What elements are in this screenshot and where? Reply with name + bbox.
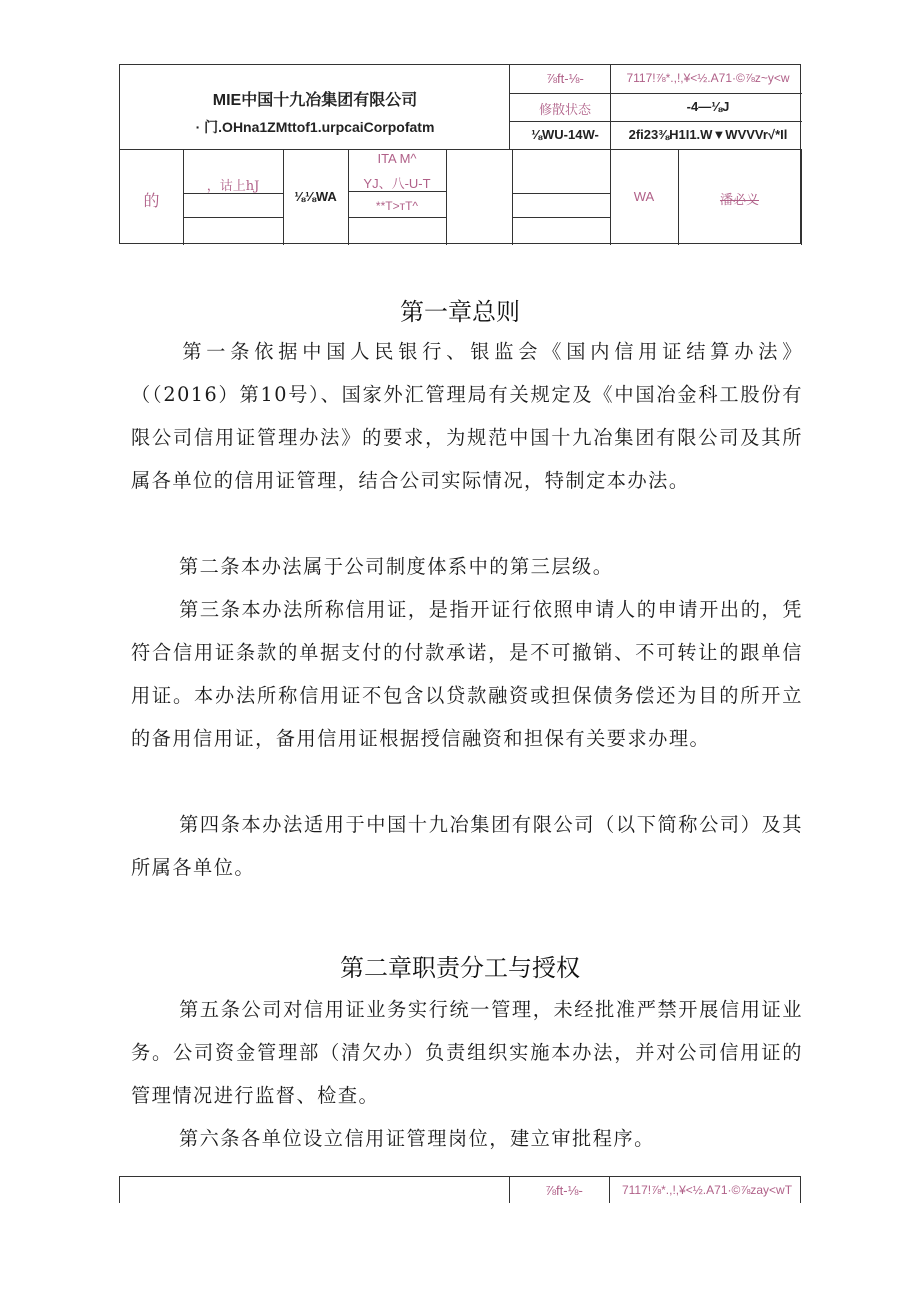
effective-date-value: 2fi23⅜H1I1.W▼WVVVr√*Il	[628, 127, 788, 142]
sig-cell-5: WA	[633, 189, 655, 204]
company-cell	[120, 65, 510, 149]
doc-code-label: ⅞ft-⅛-	[546, 71, 584, 86]
sig-cell-2: ，诂上hJ	[206, 179, 260, 194]
chapter-1-title: 第一章总则	[400, 299, 520, 326]
header-table	[119, 64, 801, 244]
sig-cell-4c: **T>тT^	[375, 199, 419, 213]
chapter-2-title: 第二章职责分工与授权	[340, 955, 580, 982]
sig-cell-4a: ITA M^	[377, 151, 417, 166]
company-name-cn: MIE中国十九冶集团有限公司	[212, 92, 418, 109]
company-name-en: · 门.OHna1ZMttof1.urpcaiCorpofatm	[195, 119, 435, 135]
sig-cell-3: ⅛⅛WA	[294, 189, 337, 204]
effective-date-label: ⅛WU-14W-	[531, 127, 599, 142]
article-4: 第四条本办法适用于中国十九冶集团有限公司（以下简称公司）及其所属各单位。	[131, 813, 803, 879]
footer-doc-code-label: ⅞ft-⅛-	[545, 1183, 583, 1198]
footer-doc-code-value: 7117!⅞*.,!,¥<½.A71·©⅞zay<wT	[621, 1183, 793, 1197]
article-5: 第五条公司对信用证业务实行统一管理，未经批准严禁开展信用证业务。公司资金管理部（清欠办）负责组织实施本办法，并对公司信用证的管理情况进行监督、检查。	[131, 998, 803, 1107]
footer-table	[119, 1176, 801, 1206]
revision-status-value: -4—⅛J	[686, 99, 730, 114]
article-2: 第二条本办法属于公司制度体系中的第三层级。	[179, 555, 614, 578]
sig-cell-6: 潘必义	[719, 193, 759, 208]
article-3: 第三条本办法所称信用证，是指开证行依照申请人的申请开出的，凭符合信用证条款的单据支付的付款承诺，是不可撤销、不可转让的跟单信用证。本办法所称信用证不包含以贷款融资或担保债务偿还为目的所开立的备用信用证，备用信用证根据授信融资和担保有关要求办理。	[131, 598, 803, 750]
revision-status-label: 修散状态	[538, 103, 591, 118]
article-1: 第一条依据中国人民银行、银监会《国内信用证结算办法》（（2016）第10号）、国家外汇管理局有关规定及《中国冶金科工股份有限公司信用证管理办法》的要求，为规范中国十九冶集团有限公司及其所属各单位的信用证管理，结合公司实际情况，特制定本办法。	[131, 340, 803, 492]
sig-cell-1: 的	[143, 191, 160, 210]
sig-cell-4b: YJ、八-U-T	[363, 176, 431, 191]
article-6: 第六条各单位设立信用证管理岗位，建立审批程序。	[179, 1127, 655, 1150]
doc-code-value: 7117!⅞*.,!,¥<½.A71·©⅞z~y<w	[626, 71, 790, 85]
